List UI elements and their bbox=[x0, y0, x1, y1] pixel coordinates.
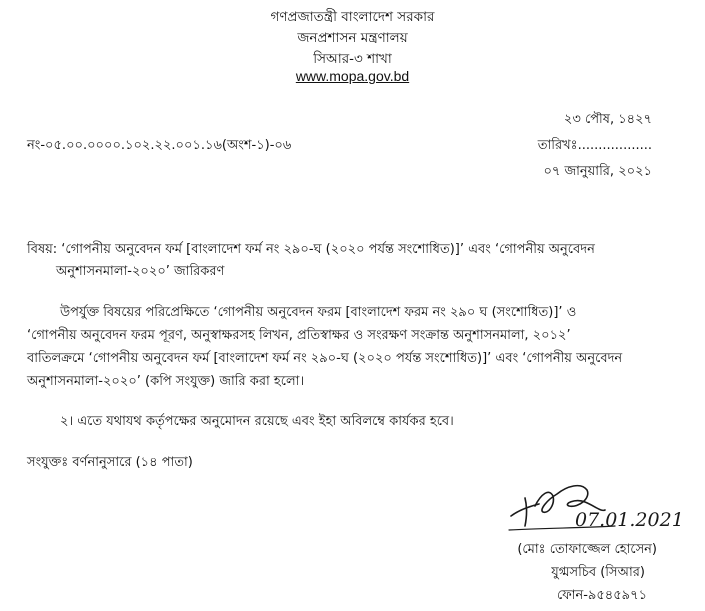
body-para1-line4: অনুশাসনমালা-২০২০’ (কপি সংযুক্ত) জারি করা হলো। bbox=[27, 374, 305, 389]
body-para1-line2: ‘গোপনীয় অনুবেদন ফরম পূরণ, অনুস্বাক্ষরসহ লিখন, প্রতিস্বাক্ষর ও সংরক্ষণ সংক্রান্ত অনুশাসনমালা, ২০১২’ bbox=[27, 328, 571, 343]
signature-image bbox=[505, 476, 695, 538]
attachment-note: সংযুক্তঃ বর্ণনানুসারে (১৪ পাতা) bbox=[27, 455, 193, 470]
ministry-name: জনপ্রশাসন মন্ত্রণালয় bbox=[297, 30, 408, 46]
website-link-wrap bbox=[0, 68, 705, 85]
memo-date-bangla: ২৩ পৌষ, ১৪২৭ bbox=[563, 112, 652, 127]
signature-date: 07.01.2021 bbox=[575, 509, 684, 531]
memo-date-english: ০৭ জানুয়ারি, ২০২১ bbox=[543, 164, 652, 179]
memo-date-label: তারিখঃ.................. bbox=[537, 138, 652, 153]
body-para2: ২। এতে যথাযথ কর্তৃপক্ষের অনুমোদন রয়েছে এবং ইহা অবিলম্বে কার্যকর হবে। bbox=[60, 414, 454, 429]
signatory-name: (মোঃ তোফাজ্জেল হোসেন) bbox=[517, 542, 657, 557]
signatory-designation: যুগ্মসচিব (সিআর) bbox=[551, 565, 645, 580]
body-para1-line3: বাতিলক্রমে ‘গোপনীয় অনুবেদন ফর্ম [বাংলাদেশ ফর্ম নং ২৯০-ঘ (২০২০ পর্যন্ত সংশোধিত)]’ এবং ‘গোপনীয় অনুবেদন bbox=[27, 351, 623, 366]
government-title: গণপ্রজাতন্ত্রী বাংলাদেশ সরকার bbox=[270, 9, 435, 25]
body-para1-line1: উপর্যুক্ত বিষয়ের পরিপ্রেক্ষিতে ‘গোপনীয় অনুবেদন ফরম [বাংলাদেশ ফরম নং ২৯০ ঘ (সংশোধিত)]’ ও bbox=[60, 305, 577, 320]
branch-name: সিআর-৩ শাখা bbox=[313, 51, 392, 67]
website-link[interactable]: www.mopa.gov.bd bbox=[295, 68, 410, 84]
subject-line-2: অনুশাসনমালা-২০২০’ জারিকরণ bbox=[56, 264, 225, 279]
memo-number: নং-০৫.০০.০০০০.১০২.২২.০০১.১৬(অংশ-১)-০৬ bbox=[27, 138, 292, 153]
signatory-phone: ফোন-৯৫৪৫৯৭১ bbox=[556, 588, 647, 603]
subject-line-1: বিষয়: ‘গোপনীয় অনুবেদন ফর্ম [বাংলাদেশ ফর্ম নং ২৯০-ঘ (২০২০ পর্যন্ত সংশোধিত)]’ এবং ‘গোপনীয় অনুবেদন bbox=[27, 242, 595, 257]
